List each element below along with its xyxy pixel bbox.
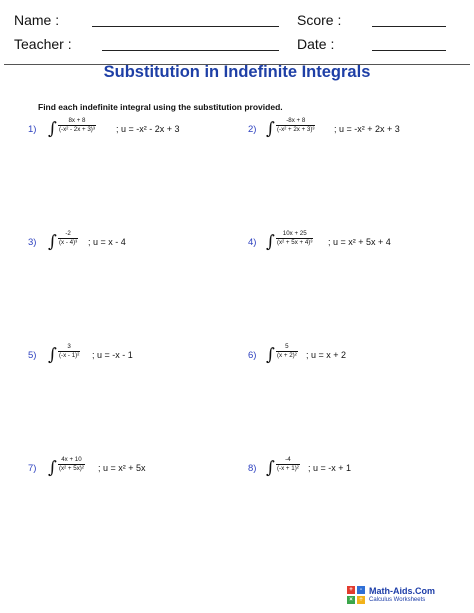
calculator-icon (347, 586, 365, 604)
substitution: ; u = x² + 5x + 4 (328, 237, 391, 247)
numerator: 4x + 10 (61, 456, 82, 463)
problem-number: 6) (248, 350, 257, 361)
substitution: ; u = x - 4 (88, 237, 126, 247)
problem-number: 8) (248, 463, 257, 474)
minus-symbol: - (357, 586, 365, 594)
fraction (58, 230, 78, 247)
page-title: Substitution in Indefinite Integrals (103, 63, 371, 81)
teacher-field[interactable] (102, 50, 279, 51)
score-field[interactable] (372, 26, 446, 27)
denominator: (x - 4)³ (59, 239, 78, 246)
integral-sign-icon: ∫ (48, 345, 57, 365)
problem-number: 4) (248, 237, 257, 248)
divide-symbol: ÷ (357, 596, 365, 604)
instructions: Find each indefinite integral using the substitution provided. (38, 102, 283, 112)
substitution: ; u = x + 2 (306, 350, 347, 360)
numerator: -2 (65, 230, 71, 237)
denominator: (-x - 1)² (59, 352, 80, 359)
numerator: 5 (285, 343, 289, 350)
integral-sign-icon: ∫ (266, 458, 275, 478)
fraction (276, 117, 315, 134)
problem-number: 3) (28, 237, 37, 248)
denominator: (x + 2)² (277, 352, 297, 359)
integral-sign-icon: ∫ (266, 232, 275, 252)
numerator: -8x + 8 (286, 117, 306, 124)
substitution: ; u = -x² + 2x + 3 (334, 124, 400, 134)
fraction (276, 456, 300, 473)
integral-sign-icon: ∫ (266, 345, 275, 365)
integral-sign-icon: ∫ (266, 119, 275, 139)
denominator: (x² + 5x + 4)³ (277, 239, 313, 246)
denominator: (-x² + 2x + 3)³ (277, 126, 315, 133)
numerator: -4 (285, 456, 291, 463)
denominator: (-x + 1)² (277, 465, 299, 472)
problem-number: 7) (28, 463, 37, 474)
numerator: 8x + 8 (68, 117, 86, 124)
denominator: (-x² - 2x + 3)³ (59, 126, 95, 133)
substitution: ; u = -x - 1 (92, 350, 133, 360)
logo-title: Math-Aids.Com (369, 586, 435, 596)
teacher-label: Teacher : (14, 36, 72, 52)
substitution: ; u = -x² - 2x + 3 (116, 124, 180, 134)
integral-sign-icon: ∫ (48, 458, 57, 478)
problem-number: 2) (248, 124, 257, 135)
logo-subtitle: Calculus Worksheets (369, 597, 426, 603)
substitution: ; u = x² + 5x (98, 463, 146, 473)
fraction (58, 343, 80, 360)
problem-number: 1) (28, 124, 37, 135)
substitution: ; u = -x + 1 (308, 463, 352, 473)
numerator: 10x + 25 (282, 230, 307, 237)
date-label: Date : (297, 36, 335, 52)
fraction (58, 456, 85, 473)
denominator: (x² + 5x)² (59, 465, 84, 472)
fraction (58, 117, 96, 134)
times-symbol: × (347, 596, 355, 604)
plus-symbol: + (347, 586, 355, 594)
problem-number: 5) (28, 350, 37, 361)
fraction (276, 230, 313, 247)
integral-sign-icon: ∫ (48, 119, 57, 139)
fraction (276, 343, 298, 360)
name-label: Name : (14, 12, 60, 28)
date-field[interactable] (372, 50, 446, 51)
numerator: 3 (67, 343, 71, 350)
math-aids-logo[interactable] (347, 586, 435, 604)
name-field[interactable] (92, 26, 279, 27)
integral-sign-icon: ∫ (48, 232, 57, 252)
score-label: Score : (297, 12, 342, 28)
